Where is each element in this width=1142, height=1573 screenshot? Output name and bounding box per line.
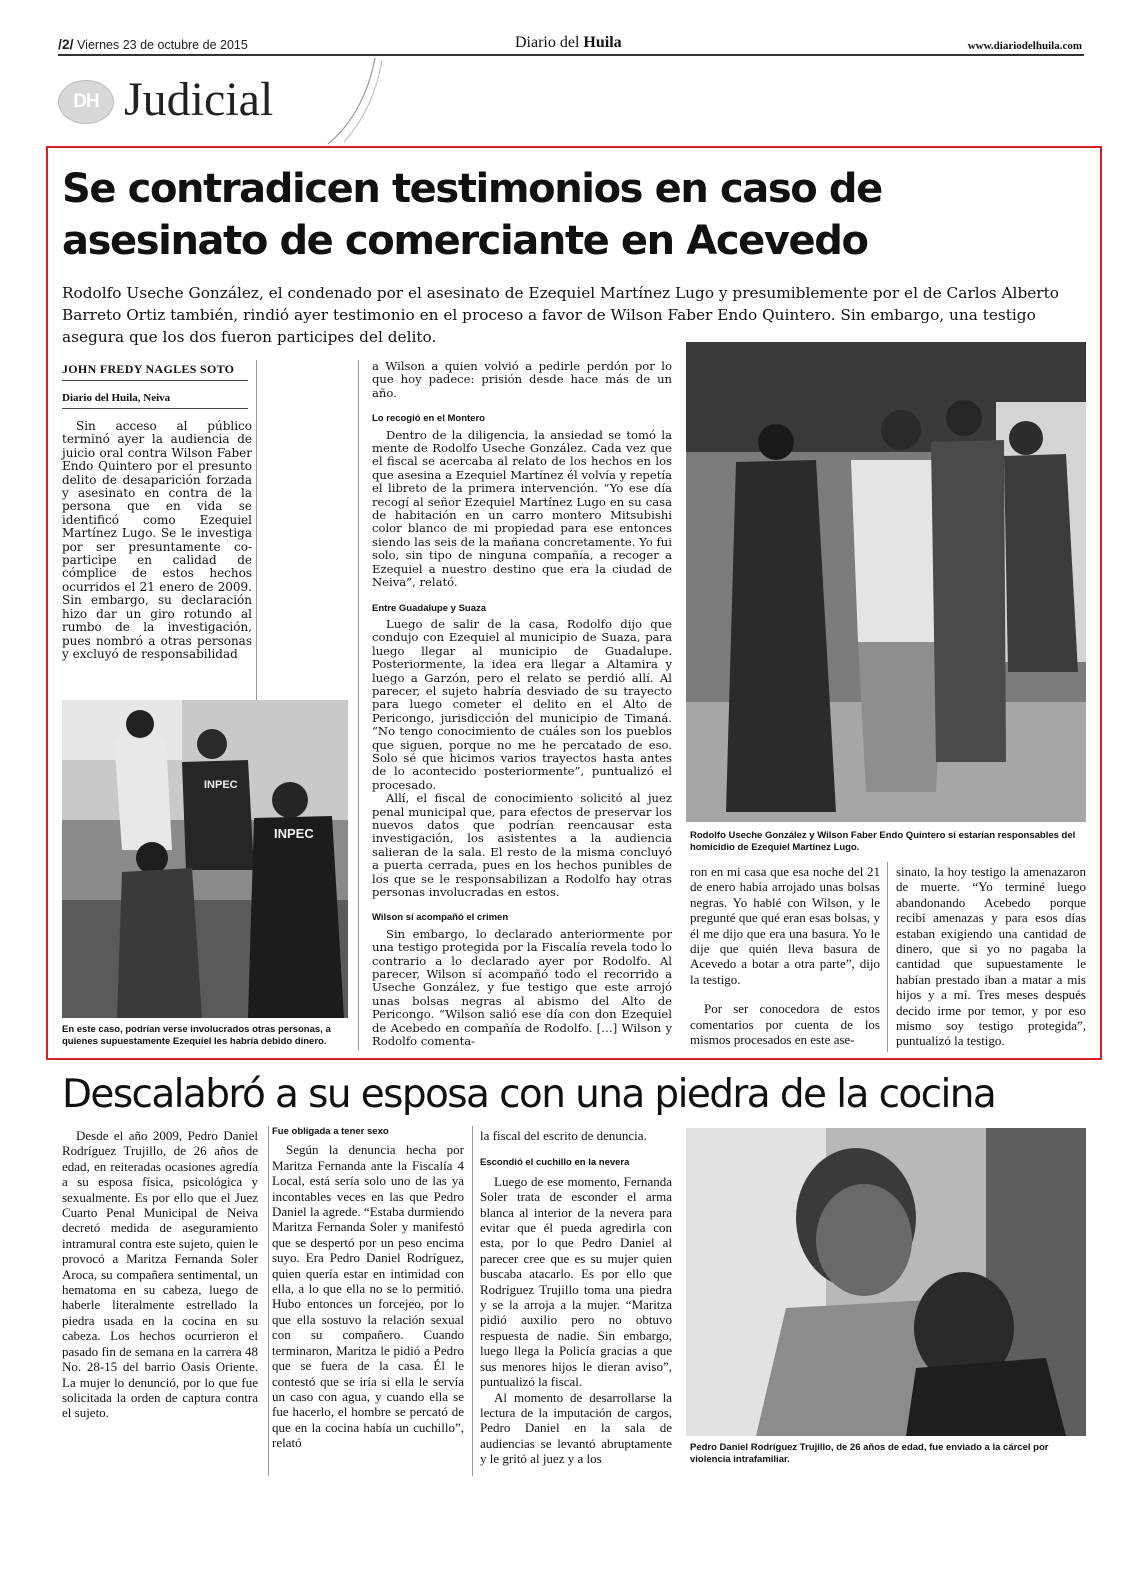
inpec-label: INPEC <box>204 779 238 791</box>
dh-logo: DH <box>58 80 114 124</box>
article2-column-1 <box>62 1128 258 1421</box>
subheading: Escondió el cuchillo en la nevera <box>480 1157 630 1169</box>
column-divider <box>358 360 359 1050</box>
paragraph: la fiscal del escrito de denuncia. <box>480 1128 647 1143</box>
paragraph: a Wilson a quien volvió a pedirle perdón por lo que hoy padece: prisión desde hace más de un año. <box>372 359 672 400</box>
newspaper-name-prefix: Diario del <box>515 34 580 51</box>
dateline-rule <box>62 408 248 409</box>
photo-caption: Rodolfo Useche González y Wilson Faber Endo Quintero sí estarían responsables del homicidio de Ezequiel Martínez Lugo. <box>690 830 1076 853</box>
paragraph: Al momento de desarrollarse la lectura de la imputación de cargos, Pedro Daniel en la sala de audiencias se levantó abruptamente y le gritó al juez y a los <box>480 1389 672 1467</box>
column-divider <box>268 1126 269 1476</box>
paragraph: ron en mi casa que esa noche del 21 de enero había arrojado unas bolsas negras. Yo hablé con Wilson, y le pregunté que qué eran esas bolsas, y él me dijo que era una basura. Yo le dije que quién lleva basura de Acevedo a botar a otra parte”, dijo la testigo. <box>690 864 880 987</box>
decorative-swoosh <box>300 56 400 146</box>
issue-date: Viernes 23 de octubre de 2015 <box>77 38 248 52</box>
photo-inpec-escort <box>62 700 348 1018</box>
paragraph: Luego de ese momento, Fernanda Soler trata de esconder el arma blanca al interior de la nevera para evitar que él pueda agredirla con esta, por lo que Pedro Daniel al parecer cree que es su mujer quien buscaba atacarlo. Es por ello que Rodríguez Trujillo toma una piedra y se la arroja a la mujer. “Maritza pidió auxilio pero no obtuvo respuesta de nadie. Sin embargo, luego llega la Policía gracias a que sus menores hijos le dieran aviso”, puntualizó la fiscal. <box>480 1173 672 1390</box>
newspaper-name <box>515 34 622 52</box>
photo-pedro-daniel-illustration <box>686 1128 1086 1436</box>
photo-pedro-daniel <box>686 1128 1086 1436</box>
newspaper-name-bold: Huila <box>583 34 622 51</box>
section-title: Judicial <box>124 73 274 126</box>
column-divider <box>887 862 888 1052</box>
paragraph: Dentro de la diligencia, la ansiedad se tomó la mente de Rodolfo Useche González. Cada vez que el fiscal se acercaba al relato de los hechos en los que asesina a Ezequiel Martínez él volvía y repetía el libreto de la primera intervención. “Yo ese día recogí al señor Ezequiel Martínez Lugo en su casa de habitación en un carro montero Mitsubishi color blanco de mi propiedad para ese entonces siendo las seis de la mañana concretamente. Yo fui solo, sin tipo de ninguna compañía, a recoger a Ezequiel a nuestro destino que era la ciudad de Neiva”, relató. <box>372 427 672 590</box>
subheading: Entre Guadalupe y Suaza <box>372 602 487 614</box>
paragraph: Según la denuncia hecha por Maritza Fernanda ante la Fiscalía 4 Local, está sería solo uno de las ya incontables veces en las que Pedro Daniel la agrede. “Estaba durmiendo Maritza Fernanda Soler y manifestó que se despertó por un peso encima suyo. Era Pedro Daniel Rodríguez, quien quería estar en intimidad con ella, a lo que ella no se lo permitió. Hubo entonces un forcejeo, por lo que ella sostuvo la relación sexual con su compañero. Cuando terminaron, Maritza le pidió a Pedro que se fuera de la casa. Él le contestó que se iría si ella le servía un caso con agua, y cuando ella se fue hacerlo, el hombre se percató de que en la cocina había un cuchillo”, relató <box>272 1142 464 1451</box>
photo-caption: En este caso, podrían verse involucrados otras personas, a quienes supuestamente Ezequiel les habría debido dinero. <box>62 1024 331 1047</box>
subheading: Wilson sí acompañó el crimen <box>372 912 509 924</box>
paragraph: Desde el año 2009, Pedro Daniel Rodríguez Trujillo, de 26 años de edad, en reiteradas ocasiones agredía a su esposa física, psicológica y sexualmente. Es por ello que el Juez Cuarto Penal Municipal de Neiva decretó medida de aseguramiento intramural contra este sujeto, quien le provocó a Maritza Fernanda Soler Aroca, su compañera sentimental, un hematoma en su cabeza, luego de haberle literalmente estrellado la piedra usada en la cocina en su cabeza. Los hechos ocurrieron el pasado fin de semana en la carrera 48 No. 28-15 del barrio Oasis Oriente. La mujer lo denunció, por lo que fue solicitada la orden de captura contra el sujeto. <box>62 1128 258 1421</box>
column-divider <box>472 1126 473 1476</box>
website-url: www.diariodelhuila.com <box>967 40 1082 52</box>
article-column-3 <box>690 864 880 1047</box>
paragraph: Sin embargo, lo declarado anteriormente por una testigo protegida por la Fiscalía revela todo lo contrario a lo declarado ayer por Rodolfo. Al parecer, Wilson sí acompañó todo el recorrido a Useche González, y fue testigo que este arrojó unas bolsas negras al abismo del Alto de Pericongo. “Wilson salió ese día con don Ezequiel de Acebedo en compañía de Rodolfo. […] Wilson y Rodolfo comenta- <box>372 926 672 1049</box>
article2-column-3 <box>480 1128 672 1467</box>
byline-rule <box>62 380 248 381</box>
subheading: Fue obligada a tener sexo <box>272 1126 389 1137</box>
photo-defendants-illustration <box>686 342 1086 822</box>
paragraph: Por ser conocedora de estos comentarios por cuenta de los mismos procesados en este ase- <box>690 1001 880 1048</box>
article-column-2 <box>372 360 672 1049</box>
paragraph: sinato, la hoy testigo la amenazaron de muerte. “Yo terminé luego abandonando Acebedo porque recibí amenazas y para esos días estaban exigiendo una cantidad de dinero, que si yo no pagaba la cantidad que supuestamente le habían prestado iban a matar a mis hijos y a mí. Tres meses después decido irme por temor, y por eso mismo soy testigo protegida”, puntualizó la testigo. <box>896 864 1086 1049</box>
paragraph: Luego de salir de la casa, Rodolfo dijo que condujo con Ezequiel al municipio de Suaza, para luego llegar al municipio de Guadalupe. Posteriormente, la idea era llegar a Altamira y luego a Garzón, pero el relato se perdió allí. Al parecer, el sujeto habría desviado de su trayecto para luego cometer el delito en el Alto de Pericongo, jurisdicción del municipio de Timaná. “No tengo conocimiento de cuáles son los pueblos que siguen, porque no me he percatado de eso. Solo sé que hicimos varios trayectos hasta antes de lo acontecido posteriormente”, puntualizó el procesado. <box>372 616 672 792</box>
byline: JOHN FREDY NAGLES SOTO <box>62 362 235 376</box>
page-number: /2/ <box>58 36 74 52</box>
paragraph: Sin acceso al público terminó ayer la audiencia de juicio oral contra Wilson Faber Endo Quintero por el presunto delito de desaparición forzada y asesinato en contra de la persona que en vida se identificó como Ezequiel Martínez Lugo. Se le investiga por ser presuntamente co-participe en calidad de cómplice de estos hechos ocurridos el 21 enero de 2009. Sin embargo, su declaración hizo dar un giro rotundo al rumbo de la investigación, pues nombró a otras personas y excluyó de responsabilidad <box>62 419 252 661</box>
subheading: Lo recogió en el Montero <box>372 413 485 425</box>
paragraph: Allí, el fiscal de conocimiento solicitó al juez penal municipal que, para efectos de preservar los nuevos datos que podrían reencausar esta investigación, los asistentes a la audiencia salieran de la sala. El resto de la misma concluyó a puerta cerrada, pues en los hechos punibles de los que se le responsabilizan a Rodolfo hay otras personas involucradas en estos. <box>372 791 672 900</box>
dateline: Diario del Huila, Neiva <box>62 392 171 404</box>
article-headline: Se contradicen testimonios en caso de asesinato de comerciante en Acevedo <box>62 166 882 264</box>
header-rule <box>58 54 1084 56</box>
article-lead: Rodolfo Useche González, el condenado por el asesinato de Ezequiel Martínez Lugo y presumiblemente por el de Carlos Alberto Barreto Ortiz también, rindió ayer testimonio en el proceso a favor de Wilson Faber Endo Quintero. Sin embargo, una testigo asegura que los dos fueron participes del delito. <box>62 284 1059 346</box>
photo-inpec-illustration <box>62 700 348 1018</box>
column-divider <box>256 360 257 700</box>
article-column-4 <box>896 864 1086 1049</box>
inpec-label: INPEC <box>274 826 314 841</box>
article-column-1 <box>62 420 252 661</box>
article2-headline: Descalabró a su esposa con una piedra de la cocina <box>62 1072 996 1117</box>
page-header-left <box>58 36 248 52</box>
photo-caption: Pedro Daniel Rodríguez Trujillo, de 26 años de edad, fue enviado a la cárcel por violencia intrafamiliar. <box>690 1442 1049 1465</box>
article2-column-2 <box>272 1124 464 1451</box>
photo-defendants <box>686 342 1086 822</box>
